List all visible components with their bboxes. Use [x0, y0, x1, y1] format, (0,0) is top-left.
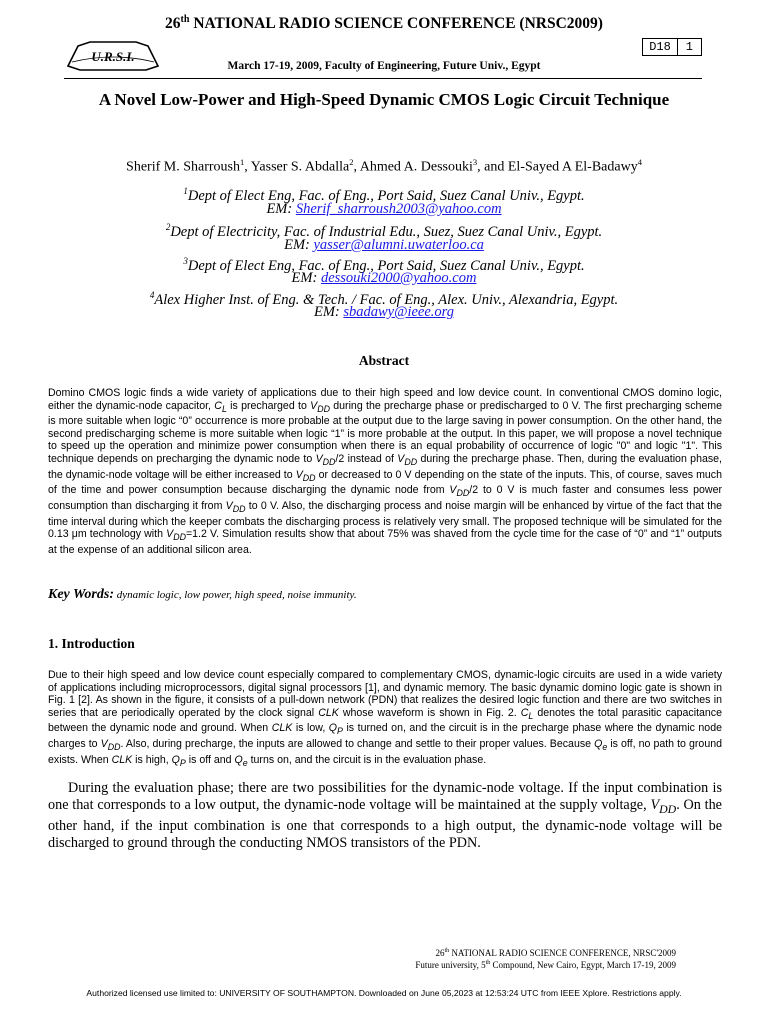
- affiliation-1-email: EM: Sherif_sharroush2003@yahoo.com: [266, 201, 502, 217]
- affiliation-3-email: EM: dessouki2000@yahoo.com: [291, 270, 477, 286]
- email-link[interactable]: dessouki2000@yahoo.com: [320, 270, 477, 286]
- affiliation-2-email: EM: yasser@alumni.uwaterloo.ca: [284, 237, 484, 253]
- email-link[interactable]: sbadawy@ieee.org: [343, 304, 455, 320]
- footer-conference: 26th NATIONAL RADIO SCIENCE CONFERENCE, NRSC'2009: [435, 948, 676, 958]
- affiliation-4-email: EM: sbadawy@ieee.org: [313, 304, 455, 320]
- introduction-paragraph-2: During the evaluation phase; there are two possibilities for the dynamic-node voltage. If the input combination is one that corresponds to a low output, the dynamic-node voltage will be maintained at the supply voltage, $V_{DD}$. On the other hand, if the input combination is one that corresponds to a high output, the dynamic-node voltage will be discharged to ground through the conducting NMOS transistors of the PDN.: [48, 780, 722, 852]
- affiliation-4: $^4$Alex Higher Inst. of Eng. & Tech. / Fac. of Eng., Alex. Univ., Alexandria, Egypt.: [149, 290, 619, 308]
- affiliation-2: $^2$Dept of Electricity, Fac. of Industrial Edu., Suez, Suez Canal Univ., Egypt.: [165, 222, 603, 240]
- abstract-heading: Abstract: [358, 353, 410, 368]
- affiliation-1: $^1$Dept of Elect Eng, Fac. of Eng., Port Said, Suez Canal Univ., Egypt.: [183, 186, 585, 204]
- page-number: 1: [677, 39, 701, 55]
- conference-date: March 17-19, 2009, Faculty of Engineering, Future Univ., Egypt: [227, 60, 541, 72]
- header-divider: [64, 78, 702, 79]
- logo-text: U.R.S.I.: [91, 49, 135, 64]
- introduction-paragraph-1: Due to their high speed and low device count especially compared to complementary CMOS, dynamic-logic circuits are used in a wide variety of applications including microprocessors, digital signal processors [1], and dynamic memory. The basic dynamic domino logic gate is shown in Fig. 1 [2]. As shown in the figure, it consists of a pull-down network (PDN) that realizes the desired logic function and there are two switches in series that are periodically operated by the clock signal CLK whose waveform is shown in Fig. 2. $C_L$ denotes the total parasitic capacitance between the dynamic node and ground. When CLK is low, $Q_P$ is turned on, and the circuit is in the precharge phase where the dynamic node charges to $V_{DD}$. Also, during precharge, the inputs are allowed to change and settle to their proper values. Because $Q_e$ is off, no path to ground exists. When CLK is high, $Q_P$ is off and $Q_e$ turns on, and the circuit is in the evaluation phase.: [48, 669, 722, 768]
- paper-code-box: [642, 38, 702, 56]
- license-notice: Authorized licensed use limited to: UNIVERSITY OF SOUTHAMPTON. Downloaded on June 05,2023 at 12:53:24 UTC from IEEE Xplore. Restrictions apply.: [86, 988, 682, 998]
- conference-title: 26th NATIONAL RADIO SCIENCE CONFERENCE (NRSC2009): [165, 14, 603, 33]
- abstract-body: Domino CMOS logic finds a wide variety of applications due to their high speed and low device count. In conventional CMOS domino logic, either the dynamic-node capacitor, $C_L$ is precharged to $V_{DD}$ during the precharge phase or predischarged to 0 V. The first precharging scheme is more suitable when logic “0” occurrence is more probable at the output due to the large saving in power consumption. On the other hand, the second predischarging scheme is more suitable when logic “1” is more probable at the output. In this paper, we will propose a novel technique to speed up the operation and minimize power consumption when there is an equal probability of occurrence of logic "0" and logic "1". This technique depends on precharging the dynamic node to $V_{DD}/2$ instead of $V_{DD}$ during the precharge phase. Then, during the evaluation phase, the dynamic-node voltage will be either increased to $V_{DD}$ or decreased to 0 V depending on the state of the inputs. This, of course, saves much of the time and power consumption because discharging the dynamic node from $V_{DD}/2$ to 0 V is much faster and consumes less power consumption than discharging it from $V_{DD}$ to 0 V. Also, the discharging process and noise margin will be enhanced by virtue of the fact that the time interval during which the keeper combats the discharging process is relatively very small. The proposed technique will be simulated for the 0.13 μm technology with $V_{DD}=1.2$ V. Simulation results show that about 75% was shaved from the cycle time for the case of “0” and “1” outputs at the expense of an additional silicon area.: [48, 387, 722, 557]
- paper-title: A Novel Low-Power and High-Speed Dynamic CMOS Logic Circuit Technique: [98, 90, 670, 109]
- section-heading-introduction: 1. Introduction: [48, 636, 135, 651]
- keywords-label: Key Words:: [48, 587, 114, 602]
- footer-venue: Future university, 5th Compound, New Cairo, Egypt, March 17-19, 2009: [415, 960, 676, 970]
- email-link[interactable]: Sherif_sharroush2003@yahoo.com: [295, 201, 502, 217]
- email-link[interactable]: yasser@alumni.uwaterloo.ca: [313, 237, 484, 253]
- author-list: Sherif M. Sharroush$^1$, Yasser S. Abdalla$^2$, Ahmed A. Dessouki$^3$, and El-Sayed A El-Badawy$^4$: [126, 157, 642, 175]
- paper-code: D18: [649, 40, 671, 54]
- keywords: [48, 585, 722, 603]
- keywords-text: dynamic logic, low power, high speed, noise immunity.: [113, 589, 357, 601]
- affiliation-3: $^3$Dept of Elect Eng, Fac. of Eng., Port Said, Suez Canal Univ., Egypt.: [183, 256, 585, 274]
